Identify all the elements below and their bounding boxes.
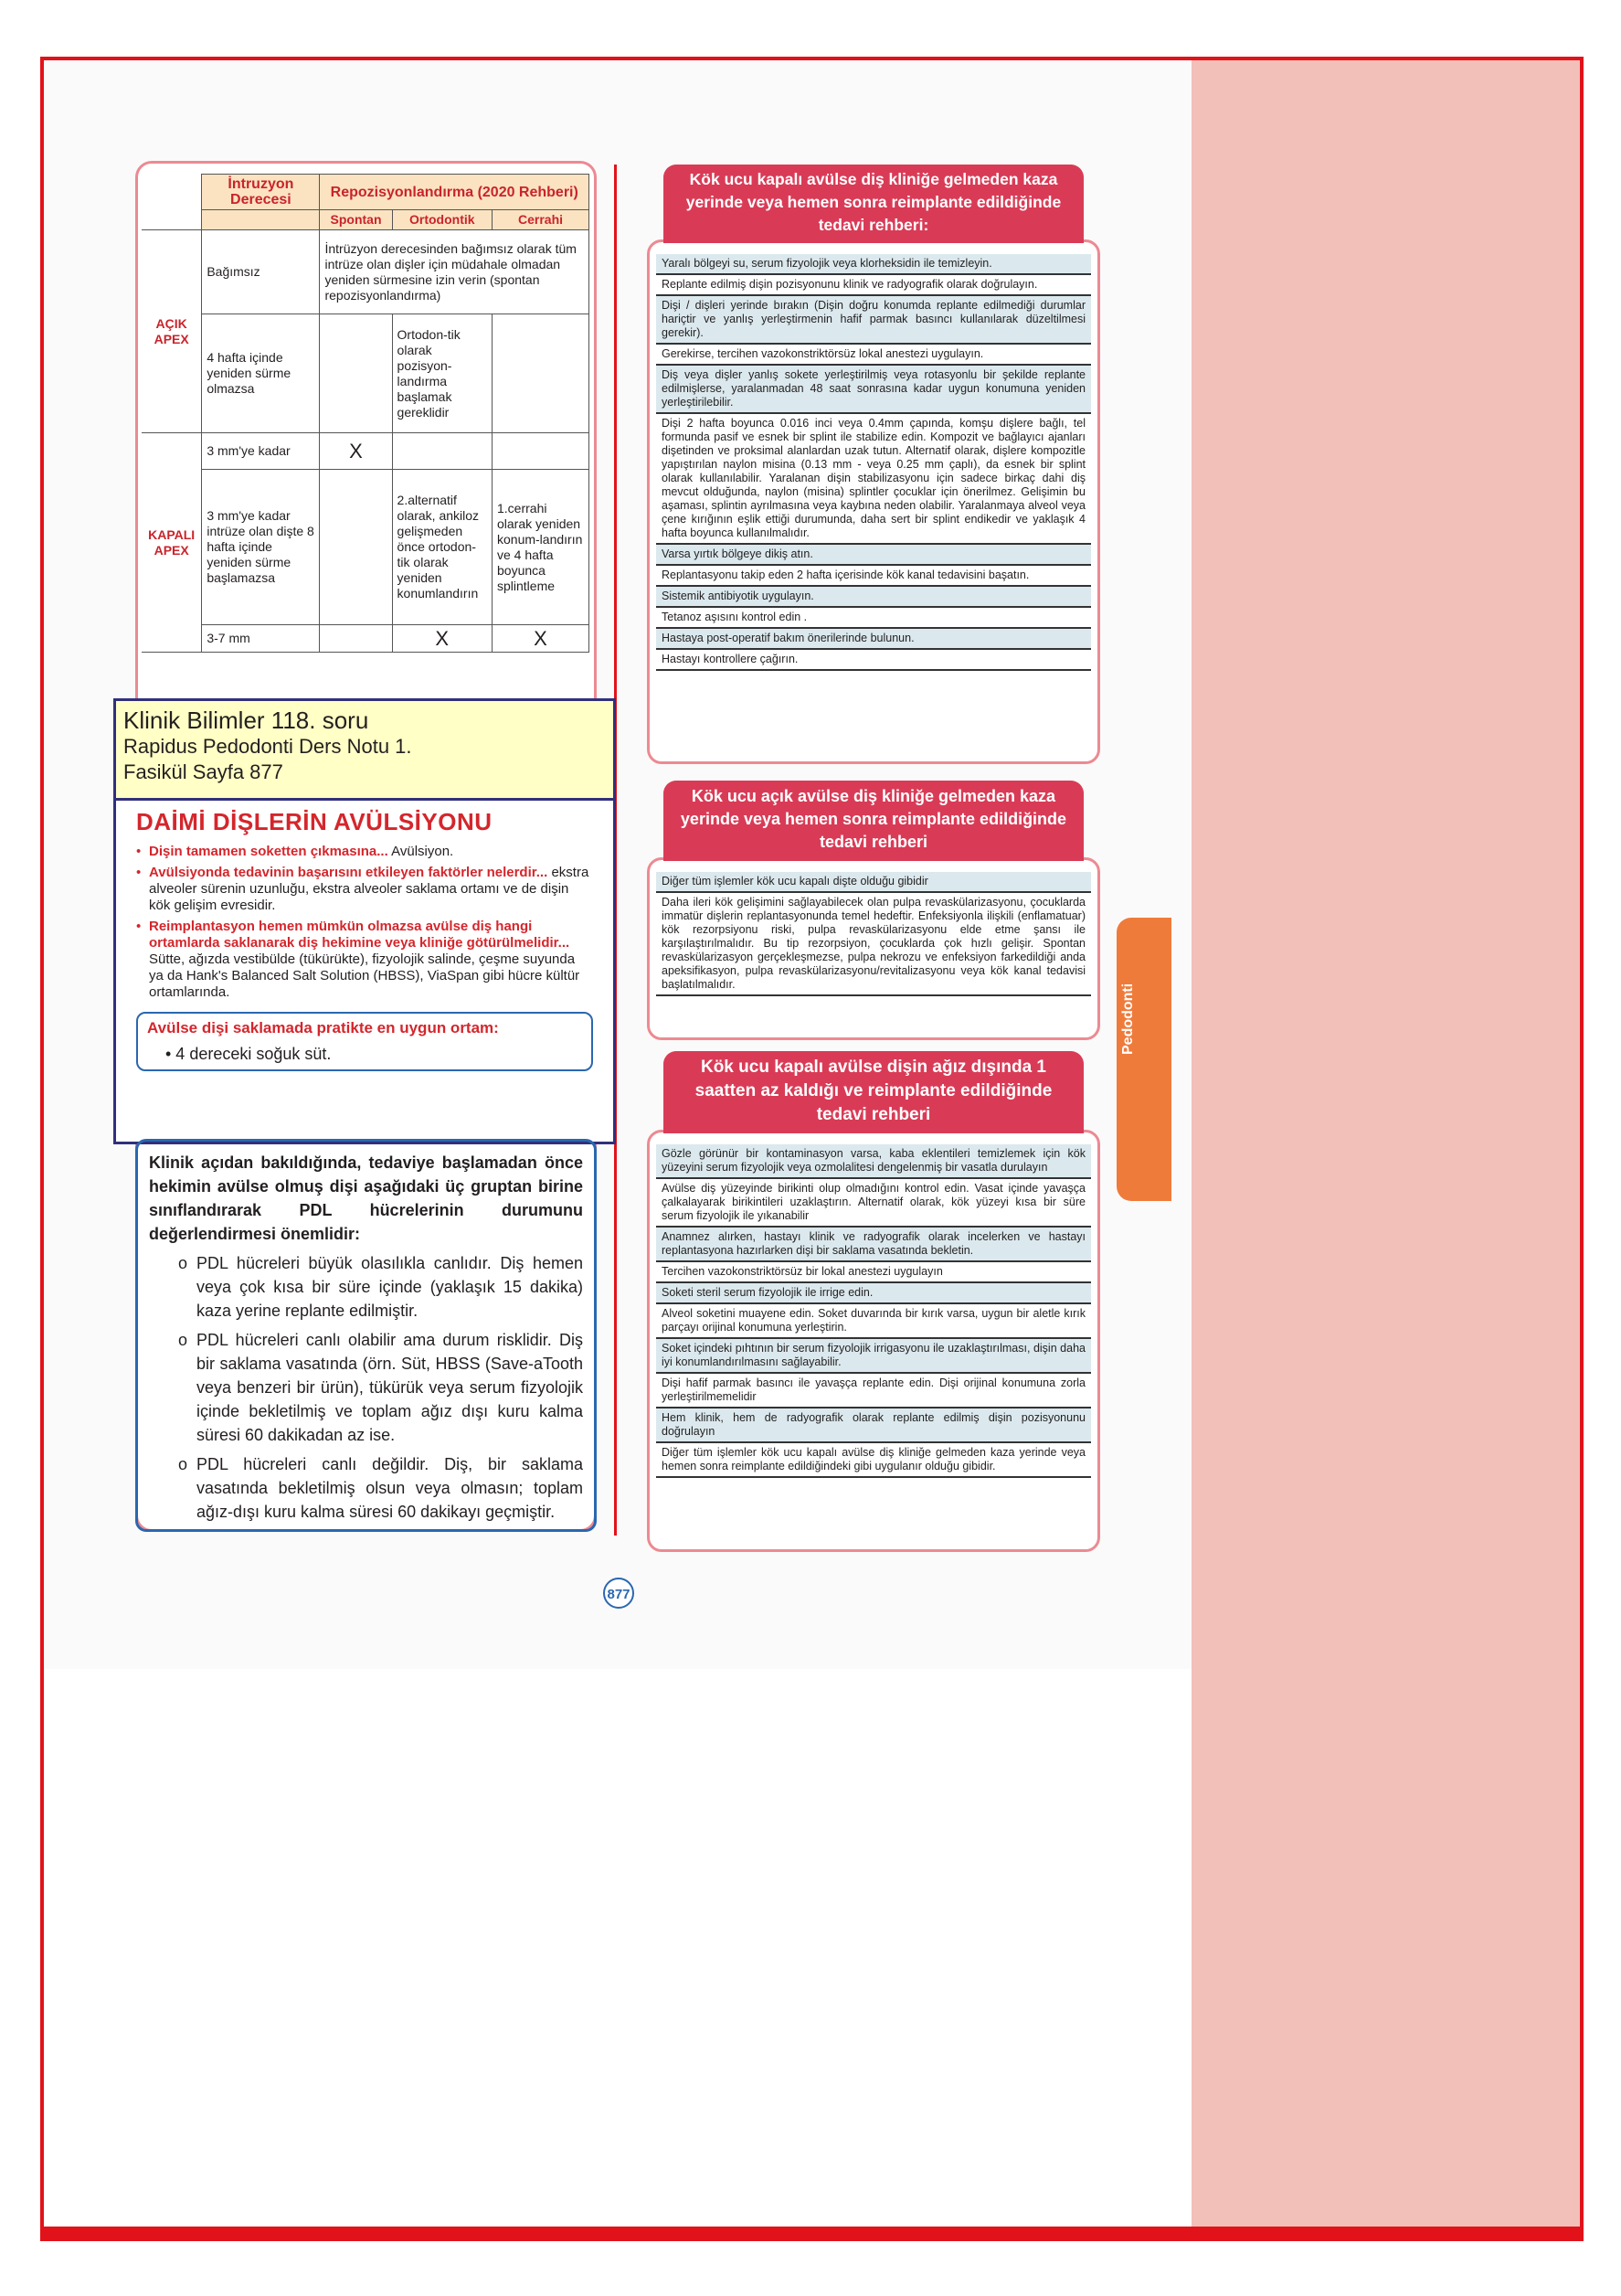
sub-cerrahi: Cerrahi xyxy=(493,210,589,230)
red-frame-bottom xyxy=(40,2227,1584,2241)
bullet-1-question: Dişin tamamen soketten çıkmasına... xyxy=(149,844,388,859)
row-3mm-surg xyxy=(493,433,589,470)
row-3mm-spontan-x: X xyxy=(320,433,392,470)
guide-row: Diş veya dişler yanlış sokete yerleştirilmiş veya rotasyonlu bir şekilde replante edilmişlerse, yaralanmadan 48 saat sonrasına kadar uygun konumuna yeniden yerleştirilebilir. xyxy=(656,366,1091,414)
guide-2-title: Kök ucu açık avülse diş kliniğe gelmeden kaza yerinde veya hemen sonra reimplante edildiğinde tedavi rehberi xyxy=(663,781,1084,861)
bullet-3-question: Reimplantasyon hemen mümkün olmazsa avülse diş hangi ortamlarda saklanarak diş hekimine veya kliniğe götürülmelidir... xyxy=(149,919,570,951)
group-open-apex: AÇIK APEX xyxy=(142,230,202,433)
guide-row: Yaralı bölgeyi su, serum fizyolojik veya klorheksidin ile temizleyin. xyxy=(656,254,1091,275)
storage-medium-title: Avülse dişi saklamada pratikte en uygun ortam: xyxy=(147,1019,499,1036)
guide-1-title: Kök ucu kapalı avülse diş kliniğe gelmeden kaza yerinde veya hemen sonra reimplante edildiğinde tedavi rehberi: xyxy=(663,165,1084,243)
row-3mm-8weeks-spontan xyxy=(320,470,392,625)
pdl-item-2: o PDL hücreleri canlı olabilir ama durum risklidir. Diş bir saklama vasatında (örn. Süt, HBSS (Save-aTooth veya benzeri bir ürün), tükürük veya serum fizyolojik içinde bekletilmiş ve toplam ağız dışı kuru kalma süresi 60 dakikadan az ise. xyxy=(149,1328,583,1447)
sub-ortodontik: Ortodontik xyxy=(392,210,492,230)
guide-row: Gerekirse, tercihen vazokonstriktörsüz lokal anestezi uygulayın. xyxy=(656,345,1091,366)
row-3-7mm-spontan xyxy=(320,625,392,653)
bullet-2-question: Avülsiyonda tedavinin başarısını etkileyen faktörler nelerdir... xyxy=(149,865,548,880)
guide-row: Anamnez alırken, hastayı klinik ve radyografik olarak incelerken ve hastayı replantasyona hazırlarken dişi bir saklama vasatında bekletin. xyxy=(656,1228,1091,1262)
guide-row: Avülse diş yüzeyinde birikinti olup olmadığını kontrol edin. Vasat içinde yavaşça çalkalayarak birikintileri uzaklaştırın. Alternatif olarak, kök yüzeyi kısa bir süre serum fizyolojik ile yıkanabilir xyxy=(656,1179,1091,1228)
table-corner xyxy=(142,175,202,210)
avulsion-title: DAİMİ DİŞLERİN AVÜLSİYONU xyxy=(136,808,493,835)
avulsion-bullet-2 xyxy=(136,865,593,914)
section-tab-label: Pedodonti xyxy=(1120,983,1136,1055)
row-independent-text: İntrüzyon derecesinden bağımsız olarak tüm intrüze olan dişler için müdahale olmadan yeniden sürmesine izin verin (spontan repozisyonlandırma) xyxy=(320,230,589,314)
guide-row: Dişi / dişleri yerinde bırakın (Dişin doğru konumda replante edilmediği durumlar hariçtir ve yanlış yerleştirmenin hafif parmak basıncı kullanılarak düzeltilmesi gerekir). xyxy=(656,296,1091,345)
pdl-item-3: o PDL hücreleri canlı değildir. Diş, bir saklama vasatında bekletilmiş olsun veya olmasın; toplam ağız-dışı kuru kalma süresi 60 dakikayı geçmiştir. xyxy=(149,1452,583,1524)
row-3mm-8weeks-surg: 1.cerrahi olarak yeniden konum-landırın ve 4 hafta boyunca splintleme xyxy=(493,470,589,625)
guide-row: Dişi hafif parmak basıncı ile yavaşça replante edin. Dişi orijinal konumuna zorla yerleştirilmemelidir xyxy=(656,1374,1091,1408)
guide-row: Sistemik antibiyotik uygulayın. xyxy=(656,587,1091,608)
guide-row: Replantasyonu takip eden 2 hafta içerisinde kök kanal tedavisini başatın. xyxy=(656,566,1091,587)
intrusion-table xyxy=(142,174,589,653)
pdl-intro: Klinik açıdan bakıldığında, tedaviye başlamadan önce hekimin avülse olmuş dişi aşağıdaki üç gruptan birine sınıflandırarak PDL hücrelerinin durumunu değerlendirmesi önemlidir: xyxy=(149,1153,583,1243)
pdl-item-1: o PDL hücreleri büyük olasılıkla canlıdır. Diş hemen veya çok kısa bir süre içinde (yaklaşık 15 dakika) kaza yerine replante edilmiştir. xyxy=(149,1251,583,1323)
avulsion-section xyxy=(113,801,616,1144)
row-3mm-ortho xyxy=(392,433,492,470)
guide-row: Gözle görünür bir kontaminasyon varsa, kaba eklentileri temizlemek için kök yüzeyini serum fizyolojik veya ozmolalitesi dengelenmiş bir vasatla durulayın xyxy=(656,1144,1091,1179)
storage-medium-item: • 4 dereceki soğuk süt. xyxy=(165,1045,332,1063)
sub-empty xyxy=(202,210,320,230)
guide-row: Diğer tüm işlemler kök ucu kapalı avülse diş kliniğe gelmeden kaza yerinde veya hemen sonra reimplante edildiğindeki gibi uygulanır olduğu gibidir. xyxy=(656,1443,1091,1478)
group-closed-apex: KAPALI APEX xyxy=(142,433,202,653)
col-intrusion-header: İntruzyon Derecesi xyxy=(202,175,320,210)
section-tab xyxy=(1117,918,1171,1201)
guide-row: Daha ileri kök gelişimini sağlayabilecek olan pulpa revaskülarizasyonu, çocuklarda immatür dişlerin replantasyonunda temel hedeftir. Enfeksiyonla ilişkili (enflamatuar) kök rezorpsiyonu riski, pulpa revaskülarizasyonu elde etme şansı ile karşılaştırılmalıdır. Bu tip rezorpsiyon, çocuklarda çok hızlı gelişir. Spontan revaskülarizasyon gerçekleşmezse, pulpa nekrozu ve enfeksiyon farkedildiği anda apeksifikasyon, pulpa revaskülarizasyonu/revitalizasyonu veya kök kanal tedavisi başlatılmalıdır. xyxy=(656,893,1091,996)
guide-row: Soket içindeki pıhtının bir serum fizyolojik irrigasyonu ile uzaklaştırılması, dişin daha iyi konumlandırılmasını sağlayabilir. xyxy=(656,1339,1091,1374)
bullet-3-answer: Sütte, ağızda vestibülde (tükürükte), fizyolojik salinde, çeşme suyunda ya da Hank's Balanced Salt Solution (HBSS), ViaSpan gibi hücre kültür ortamlarında. xyxy=(149,951,580,1000)
avulsion-bullet-1 xyxy=(136,844,593,860)
row-3-7mm-ortho-x: X xyxy=(392,625,492,653)
guide-row: Hastaya post-operatif bakım önerilerinde bulunun. xyxy=(656,629,1091,650)
col-reposition-header: Repozisyonlandırma (2020 Rehberi) xyxy=(320,175,589,210)
guide-row: Dişi 2 hafta boyunca 0.016 inci veya 0.4mm çapında, komşu dişlere bağlı, tel formunda pasif ve esnek bir splint ile stabilize edin. Kompozit ve bağlayıcı ajanları dişetinden ve proksimal alanlardan uzak tutun. Alternatif olarak, dişlere kompozitle yapıştırılan naylon misina (0.13 mm - veya 0.25 mm çaplı), da esnek bir splint olarak kullanılabilir. Yaralanan dişin stabilizasyonu için sadece birkaç dahi diş mevcut olduğunda, naylon (misina) splintler çocuklar için önerilmez. Gelişimin bu aşaması, splintin ayrılmasına veya kaybına neden olabilir. Yaralanmaya alveol veya çene kırığının eşlik ettiği durumunda, daha sert bir splint endikedir ve yaklaşık 4 hafta boyunca kullanılmalıdır. xyxy=(656,414,1091,545)
sub-spontan: Spontan xyxy=(320,210,392,230)
guide-row: Tercihen vazokonstriktörsüz bir lokal anestezi uygulayın xyxy=(656,1262,1091,1283)
guide-row: Diğer tüm işlemler kök ucu kapalı dişte olduğu gibidir xyxy=(656,872,1091,893)
bullet-1-answer: Avülsiyon. xyxy=(391,844,454,859)
guide-row: Replante edilmiş dişin pozisyonunu klinik ve radyografik olarak doğrulayın. xyxy=(656,275,1091,296)
row-4weeks-label: 4 hafta içinde yeniden sürme olmazsa xyxy=(202,314,320,433)
reference-note xyxy=(113,698,616,801)
guide-2-rows xyxy=(656,872,1091,996)
row-3mm-label: 3 mm'ye kadar xyxy=(202,433,320,470)
note-line-3: Fasikül Sayfa 877 xyxy=(123,760,283,783)
guide-row: Tetanoz aşısını kontrol edin . xyxy=(656,608,1091,629)
storage-medium-box xyxy=(136,1012,593,1071)
guide-row: Alveol soketini muayene edin. Soket duvarında bir kırık varsa, uygun bir aletle kırık parçayı orijinal konumuna yerleştirin. xyxy=(656,1304,1091,1339)
table-spacer xyxy=(142,210,202,230)
row-4weeks-surg xyxy=(493,314,589,433)
row-independent-label: Bağımsız xyxy=(202,230,320,314)
row-3mm-8weeks-label: 3 mm'ye kadar intrüze olan dişte 8 hafta içinde yeniden sürme başlamazsa xyxy=(202,470,320,625)
row-3-7mm-surg-x: X xyxy=(493,625,589,653)
guide-3-rows xyxy=(656,1144,1091,1478)
row-4weeks-ortho: Ortodon-tik olarak pozisyon-landırma başlamak gereklidir xyxy=(392,314,492,433)
guide-1-rows xyxy=(656,254,1091,671)
guide-row: Varsa yırtık bölgeye dikiş atın. xyxy=(656,545,1091,566)
row-3-7mm-label: 3-7 mm xyxy=(202,625,320,653)
note-line-1: Klinik Bilimler 118. soru xyxy=(123,707,369,734)
note-line-2: Rapidus Pedodonti Ders Notu 1. xyxy=(123,735,412,758)
pdl-classification-box xyxy=(135,1139,597,1532)
bullet-2-answer: ekstra alveoler sürenin uzunluğu, ekstra alveoler saklama ortamı ve de dişin kök gelişim evresidir. xyxy=(149,865,589,913)
row-4weeks-spontan xyxy=(320,314,392,433)
row-3mm-8weeks-ortho: 2.alternatif olarak, ankiloz gelişmeden önce ortodon-tik olarak yeniden konumlandırın xyxy=(392,470,492,625)
page-number: 877 xyxy=(603,1578,634,1609)
guide-3-title: Kök ucu kapalı avülse dişin ağız dışında 1 saatten az kaldığı ve reimplante edildiğinde tedavi rehberi xyxy=(663,1051,1084,1133)
guide-row: Hastayı kontrollere çağırın. xyxy=(656,650,1091,671)
guide-row: Hem klinik, hem de radyografik olarak replante edilmiş dişin pozisyonunu doğrulayın xyxy=(656,1408,1091,1443)
guide-row: Soketi steril serum fizyolojik ile irrige edin. xyxy=(656,1283,1091,1304)
avulsion-bullet-3 xyxy=(136,919,593,1001)
